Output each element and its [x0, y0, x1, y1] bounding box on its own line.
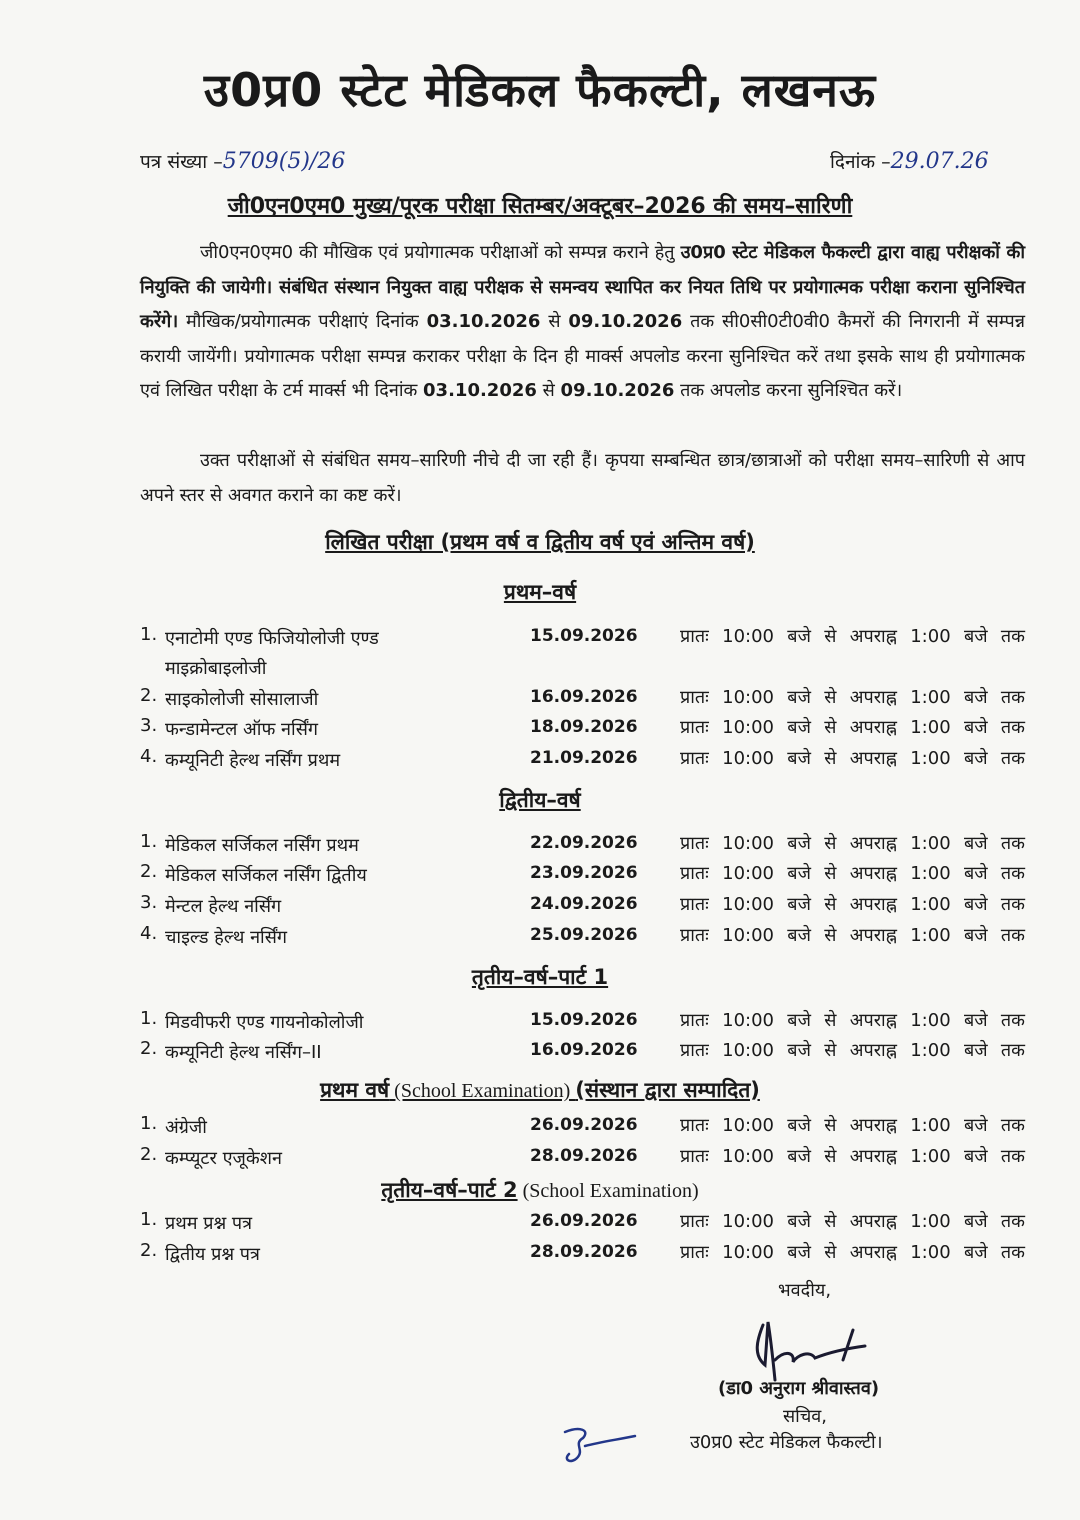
para1-date-2: 09.10.2026 [568, 311, 683, 332]
table-row [140, 1038, 1030, 1068]
exam-time: प्रातः 10:00 बजे से अपराह्न 1:00 बजे तक [680, 1242, 1025, 1263]
third-year-part1-heading-text: तृतीय–वर्ष–पार्ट 1 [471, 965, 609, 989]
row-number: 4. [140, 746, 158, 767]
table-row [140, 685, 1030, 715]
row-number: 3. [140, 892, 158, 913]
para1-date-4: 09.10.2026 [560, 380, 675, 401]
para1-text-3: मौखिक/प्रयोगात्मक परीक्षाएं दिनांक [178, 311, 427, 332]
table-row [140, 1144, 1030, 1174]
exam-date: 26.09.2026 [530, 1211, 638, 1231]
row-number: 2. [140, 1240, 158, 1261]
exam-time: प्रातः 10:00 बजे से अपराह्न 1:00 बजे तक [680, 1146, 1025, 1167]
para1-date-1: 03.10.2026 [426, 311, 541, 332]
exam-date: 23.09.2026 [530, 863, 638, 883]
para1-date-3: 03.10.2026 [423, 380, 537, 401]
table-row [140, 715, 1030, 745]
row-number: 1. [140, 624, 158, 645]
table-row [140, 1209, 1030, 1239]
signatory-name: (डा0 अनुराग श्रीवास्तव) [718, 1378, 880, 1399]
subject-name: कम्यूनिटी हेल्थ नर्सिंग–II [165, 1042, 322, 1063]
row-number: 2. [140, 1038, 158, 1059]
reference-label: पत्र संख्या – [140, 151, 223, 173]
reference-number [140, 148, 345, 174]
closing-text: भवदीय, [778, 1280, 832, 1301]
table-row [140, 861, 1030, 891]
initials-scribble [555, 1420, 645, 1470]
date-value-handwritten: 29.07.26 [890, 149, 989, 174]
date-label: दिनांक – [830, 151, 891, 173]
exam-time: प्रातः 10:00 बजे से अपराह्न 1:00 बजे तक [680, 1040, 1025, 1061]
second-year-heading-text: द्वितीय–वर्ष [499, 788, 581, 812]
table-row [140, 892, 1030, 922]
exam-time: प्रातः 10:00 बजे से अपराह्न 1:00 बजे तक [680, 1211, 1025, 1232]
exam-time: प्रातः 10:00 बजे से अपराह्न 1:00 बजे तक [680, 863, 1025, 884]
subject-name: चाइल्ड हेल्थ नर्सिंग [165, 927, 288, 948]
row-number: 1. [140, 1209, 158, 1230]
subject-name: मेडिकल सर्जिकल नर्सिंग द्वितीय [165, 865, 367, 886]
exam-time: प्रातः 10:00 बजे से अपराह्न 1:00 बजे तक [680, 894, 1025, 915]
para1-text-1: जी0एन0एम0 की मौखिक एवं प्रयोगात्मक परीक्षाओं को सम्पन्न कराने हेतु [200, 242, 681, 263]
para1-text-7: तक अपलोड करना सुनिश्चित करें। [674, 380, 903, 401]
subject-name: द्वितीय प्रश्न पत्र [165, 1244, 260, 1265]
table-row [140, 831, 1030, 861]
written-exam-heading-text: लिखित परीक्षा (प्रथम वर्ष व द्वितीय वर्ष एवं अन्तिम वर्ष) [325, 530, 755, 554]
para1-text-5: तक सी0सी0टी0वी0 कैमरों की निगरानी में सम्पन्न करायी जायेंगी। प्रयोगात्मक परीक्षा सम्पन्न कराकर परीक्षा के दिन ही मार्क्स अपलोड करना सुनिश्चित करें तथा इसके साथ ही प्रयोगात्मक एवं लिखित परीक्षा के टर्म मार्क्स भी दिनांक [140, 311, 1025, 401]
exam-time: प्रातः 10:00 बजे से अपराह्न 1:00 बजे तक [680, 925, 1025, 946]
subject-name: प्रथम प्रश्न पत्र [165, 1213, 253, 1234]
section-heading-first-year [0, 578, 1080, 606]
exam-date: 16.09.2026 [530, 687, 638, 707]
section-heading-second-year [0, 786, 1080, 814]
exam-date: 25.09.2026 [530, 925, 638, 945]
first-year-school-heading-a: प्रथम वर्ष [320, 1078, 390, 1102]
subject-name: मेडिकल सर्जिकल नर्सिंग प्रथम [165, 835, 359, 856]
subject-name [165, 624, 525, 684]
first-year-school-heading-b: (School Examination) [389, 1080, 576, 1102]
exam-date: 24.09.2026 [530, 894, 638, 914]
table-row [140, 746, 1030, 776]
exam-date: 26.09.2026 [530, 1115, 638, 1135]
subject-name: कम्प्यूटर एजूकेशन [165, 1148, 282, 1169]
reference-value-handwritten: 5709(5)/26 [222, 149, 346, 174]
subject-name: कम्यूनिटी हेल्थ नर्सिंग प्रथम [165, 750, 341, 771]
row-number: 3. [140, 715, 158, 736]
first-year-school-heading-c: (संस्थान द्वारा सम्पादित) [575, 1078, 760, 1102]
row-number: 1. [140, 831, 158, 852]
table-row [140, 1113, 1030, 1143]
exam-time: प्रातः 10:00 बजे से अपराह्न 1:00 बजे तक [680, 687, 1025, 708]
subject-line: जी0एन0एम0 मुख्य/पूरक परीक्षा सितम्बर/अक्टूबर–2026 की समय–सारिणी [227, 194, 853, 219]
exam-time: प्रातः 10:00 बजे से अपराह्न 1:00 बजे तक [680, 833, 1025, 854]
exam-date: 15.09.2026 [530, 1010, 638, 1030]
subject-name: साइकोलोजी सोसालाजी [165, 689, 319, 710]
exam-date: 28.09.2026 [530, 1146, 638, 1166]
exam-date: 28.09.2026 [530, 1242, 638, 1262]
exam-time: प्रातः 10:00 बजे से अपराह्न 1:00 बजे तक [680, 1115, 1025, 1136]
signatory-office: उ0प्र0 स्टेट मेडिकल फैकल्टी। [690, 1432, 883, 1453]
subject-name: मिडवीफरी एण्ड गायनोकोलोजी [165, 1012, 364, 1033]
paragraph-notice: उक्त परीक्षाओं से संबंधित समय–सारिणी नीचे दी जा रही हैं। कृपया सम्बन्धित छात्र/छात्राओं को परीक्षा समय–सारिणी से आप अपने स्तर से अवगत कराने का कष्ट करें। [140, 450, 1025, 506]
row-number: 1. [140, 1008, 158, 1029]
exam-time: प्रातः 10:00 बजे से अपराह्न 1:00 बजे तक [680, 1010, 1025, 1031]
exam-date: 18.09.2026 [530, 717, 638, 737]
exam-date: 21.09.2026 [530, 748, 638, 768]
exam-time: प्रातः 10:00 बजे से अपराह्न 1:00 बजे तक [680, 717, 1025, 738]
section-heading-third-year-part-2 [0, 1176, 1080, 1204]
third-year-part2-heading-a: तृतीय–वर्ष–पार्ट 2 [381, 1178, 518, 1202]
subject-name: अंग्रेजी [165, 1117, 207, 1138]
table-row [140, 1008, 1030, 1038]
exam-time: प्रातः 10:00 बजे से अपराह्न 1:00 बजे तक [680, 748, 1025, 769]
table-row [140, 624, 1030, 686]
subject-name-line-1: एनाटोमी एण्ड फिजियोलोजी एण्ड [165, 628, 379, 649]
page-title: उ0प्र0 स्टेट मेडिकल फैकल्टी, लखनऊ [203, 63, 877, 117]
paragraph-instructions [140, 236, 1025, 409]
table-row [140, 923, 1030, 953]
exam-date: 15.09.2026 [530, 626, 638, 646]
para1-bold-text: उ0प्र0 स्टेट मेडिकल फैकल्टी द्वारा वाह्य परीक्षकों की नियुक्ति की जायेगी। संबंधित संस्थान नियुक्त वाह्य परीक्षक से समन्वय स्थापित कर नियत तिथि पर प्रयोगात्मक परीक्षा कराना सुनिश्चित करेंगे। [140, 242, 1025, 332]
subject-name: फन्डामेन्टल ऑफ नर्सिंग [165, 719, 318, 740]
exam-time: प्रातः 10:00 बजे से अपराह्न 1:00 बजे तक [680, 626, 1025, 647]
section-heading-third-year-part-1 [0, 963, 1080, 991]
section-heading-first-year-school [0, 1076, 1080, 1104]
exam-date: 16.09.2026 [530, 1040, 638, 1060]
signatory-designation: सचिव, [783, 1406, 827, 1427]
row-number: 2. [140, 861, 158, 882]
subject-name-line-2: माइक्रोबाइलोजी [165, 658, 267, 679]
letter-date [830, 148, 989, 174]
subject-name: मेन्टल हेल्थ नर्सिंग [165, 896, 282, 917]
para1-text-4: से [540, 311, 569, 332]
row-number: 2. [140, 1144, 158, 1165]
written-exam-heading [0, 528, 1080, 556]
row-number: 4. [140, 923, 158, 944]
para1-text-6: से [536, 380, 561, 401]
third-year-part2-heading-b: (School Examination) [517, 1180, 699, 1202]
first-year-heading-text: प्रथम–वर्ष [503, 580, 577, 604]
row-number: 2. [140, 685, 158, 706]
table-row [140, 1240, 1030, 1270]
exam-date: 22.09.2026 [530, 833, 638, 853]
row-number: 1. [140, 1113, 158, 1134]
